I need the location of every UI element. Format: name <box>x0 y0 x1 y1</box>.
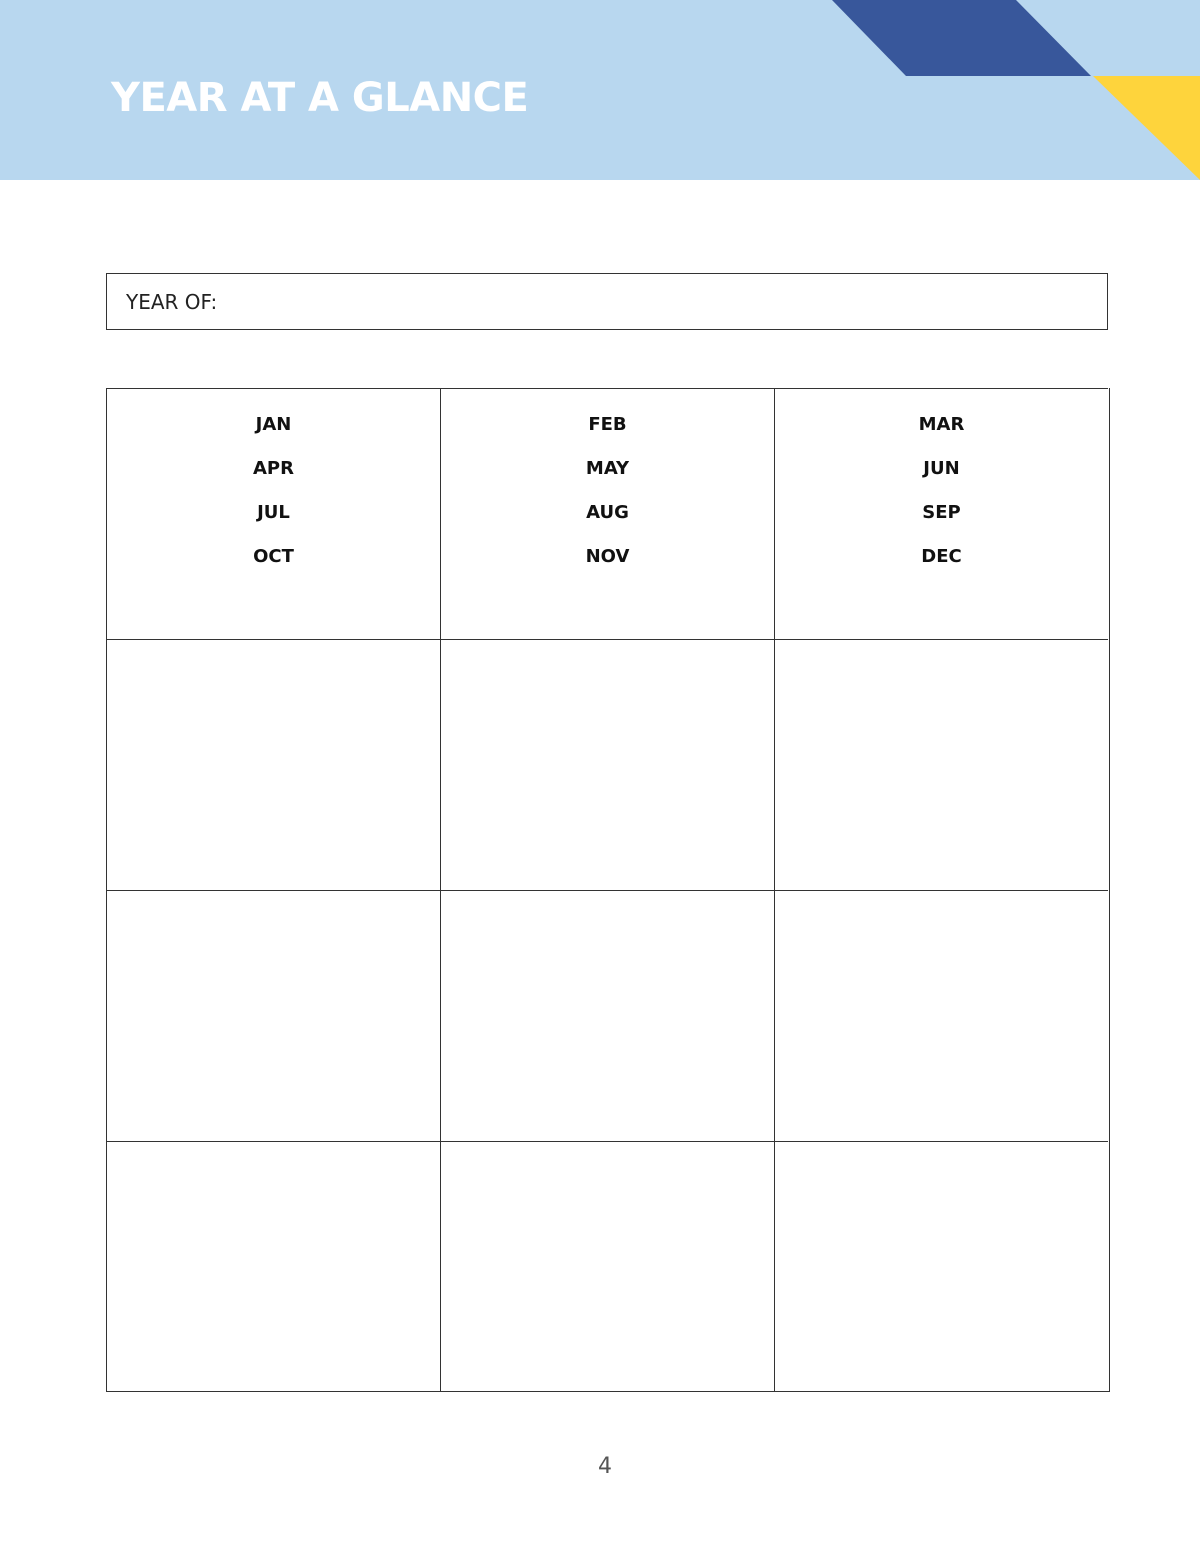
notes-cell[interactable] <box>106 639 440 890</box>
month-label: SEP <box>922 502 961 523</box>
month-label: OCT <box>253 546 294 567</box>
year-of-label: YEAR OF: <box>126 290 218 314</box>
month-label: JAN <box>255 414 292 435</box>
month-cell-col-3 <box>774 388 1108 639</box>
header-banner <box>0 0 1200 180</box>
notes-cell[interactable] <box>440 1141 774 1392</box>
notes-cell[interactable] <box>106 1141 440 1392</box>
month-cell-col-1 <box>106 388 440 639</box>
month-list <box>775 389 1108 579</box>
month-label: AUG <box>586 502 629 523</box>
notes-cell[interactable] <box>106 890 440 1141</box>
month-cell-col-2 <box>440 388 774 639</box>
month-label: APR <box>253 458 294 479</box>
notes-cell[interactable] <box>774 890 1108 1141</box>
year-of-field[interactable] <box>106 273 1108 330</box>
month-label: JUL <box>257 502 290 523</box>
notes-cell[interactable] <box>774 1141 1108 1392</box>
notes-cell[interactable] <box>774 639 1108 890</box>
notes-cell[interactable] <box>440 890 774 1141</box>
month-list <box>441 389 774 579</box>
notes-cell[interactable] <box>440 639 774 890</box>
month-label: DEC <box>921 546 962 567</box>
month-label: FEB <box>588 414 627 435</box>
page-number: 4 <box>598 1454 612 1479</box>
page-title: YEAR AT A GLANCE <box>111 75 529 121</box>
month-label: MAR <box>918 414 965 435</box>
month-list <box>107 389 440 579</box>
year-grid <box>106 388 1110 1392</box>
month-label: JUN <box>923 458 960 479</box>
month-label: MAY <box>585 458 630 479</box>
month-label: NOV <box>585 546 630 567</box>
